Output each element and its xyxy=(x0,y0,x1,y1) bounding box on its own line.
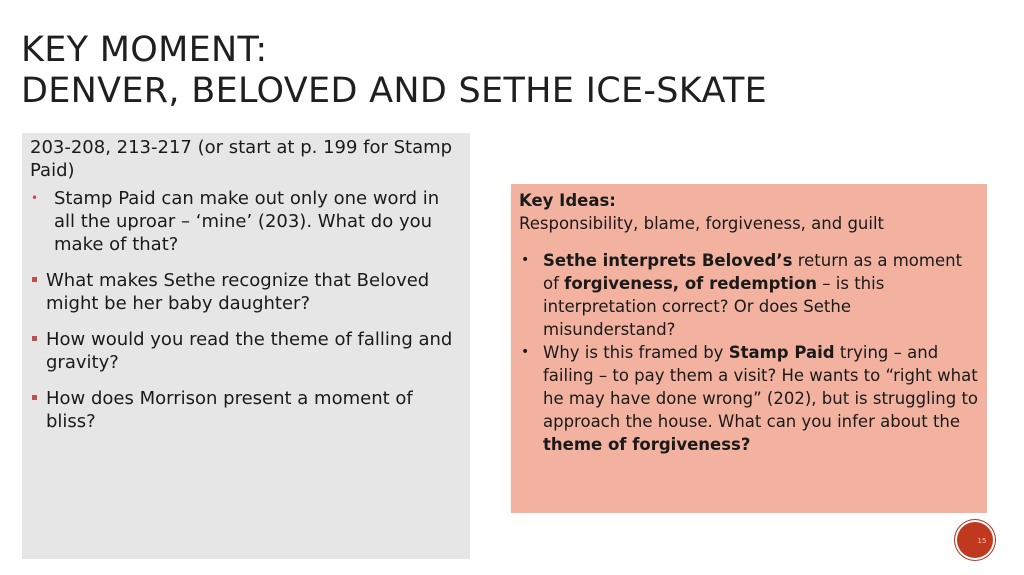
question-item xyxy=(30,328,460,374)
slide-title xyxy=(21,30,767,112)
page-range-intro: 203-208, 213-217 (or start at p. 199 for Stamp Paid) xyxy=(30,137,453,181)
key-idea-bold: Sethe interprets Beloved’s xyxy=(543,251,793,270)
question-text: How does Morrison present a moment of bliss? xyxy=(46,388,413,432)
question-item xyxy=(30,269,460,315)
key-ideas-list xyxy=(519,249,979,456)
bullet-square-icon xyxy=(32,336,37,341)
question-list xyxy=(30,187,460,433)
bullet-dot-icon: • xyxy=(31,191,39,205)
key-idea-bold: theme of forgiveness? xyxy=(543,435,751,454)
bullet-dot-icon: • xyxy=(521,344,530,360)
question-text: How would you read the theme of falling and gravity? xyxy=(46,329,453,373)
question-text: What makes Sethe recognize that Beloved might be her baby daughter? xyxy=(46,270,430,314)
key-ideas-panel xyxy=(511,184,987,513)
page-number-badge xyxy=(957,522,993,558)
question-text: Stamp Paid can make out only one word in all the uproar – ‘mine’ (203). What do you make of that? xyxy=(54,188,440,255)
key-ideas-themes: Responsibility, blame, forgiveness, and guilt xyxy=(519,214,885,233)
key-idea-item xyxy=(519,341,979,456)
bullet-square-icon xyxy=(32,395,37,400)
key-idea-text: return as a moment of xyxy=(543,251,963,293)
key-idea-text: – is this interpretation correct? Or does Sethe misunderstand? xyxy=(543,274,885,339)
key-idea-bold: Stamp Paid xyxy=(728,343,835,362)
title-line-2: DENVER, BELOVED AND SETHE ICE-SKATE xyxy=(21,71,768,111)
bullet-dot-icon: • xyxy=(521,252,530,268)
question-item xyxy=(30,387,460,433)
key-ideas-heading: Key Ideas: xyxy=(519,191,616,210)
title-line-1: KEY MOMENT: xyxy=(21,30,268,70)
page-number: 15 xyxy=(977,537,987,545)
key-idea-text: Why is this framed by xyxy=(543,343,729,362)
key-idea-item xyxy=(519,249,979,341)
question-item xyxy=(30,187,460,256)
bullet-square-icon xyxy=(32,277,37,282)
left-content-panel xyxy=(22,133,470,559)
key-idea-text: trying – and failing – to pay them a visit? He wants to “right what he may have done wrong” (202), but is struggling to approach the house. What can you infer about the xyxy=(543,343,979,431)
key-idea-bold: forgiveness, of redemption xyxy=(564,274,818,293)
